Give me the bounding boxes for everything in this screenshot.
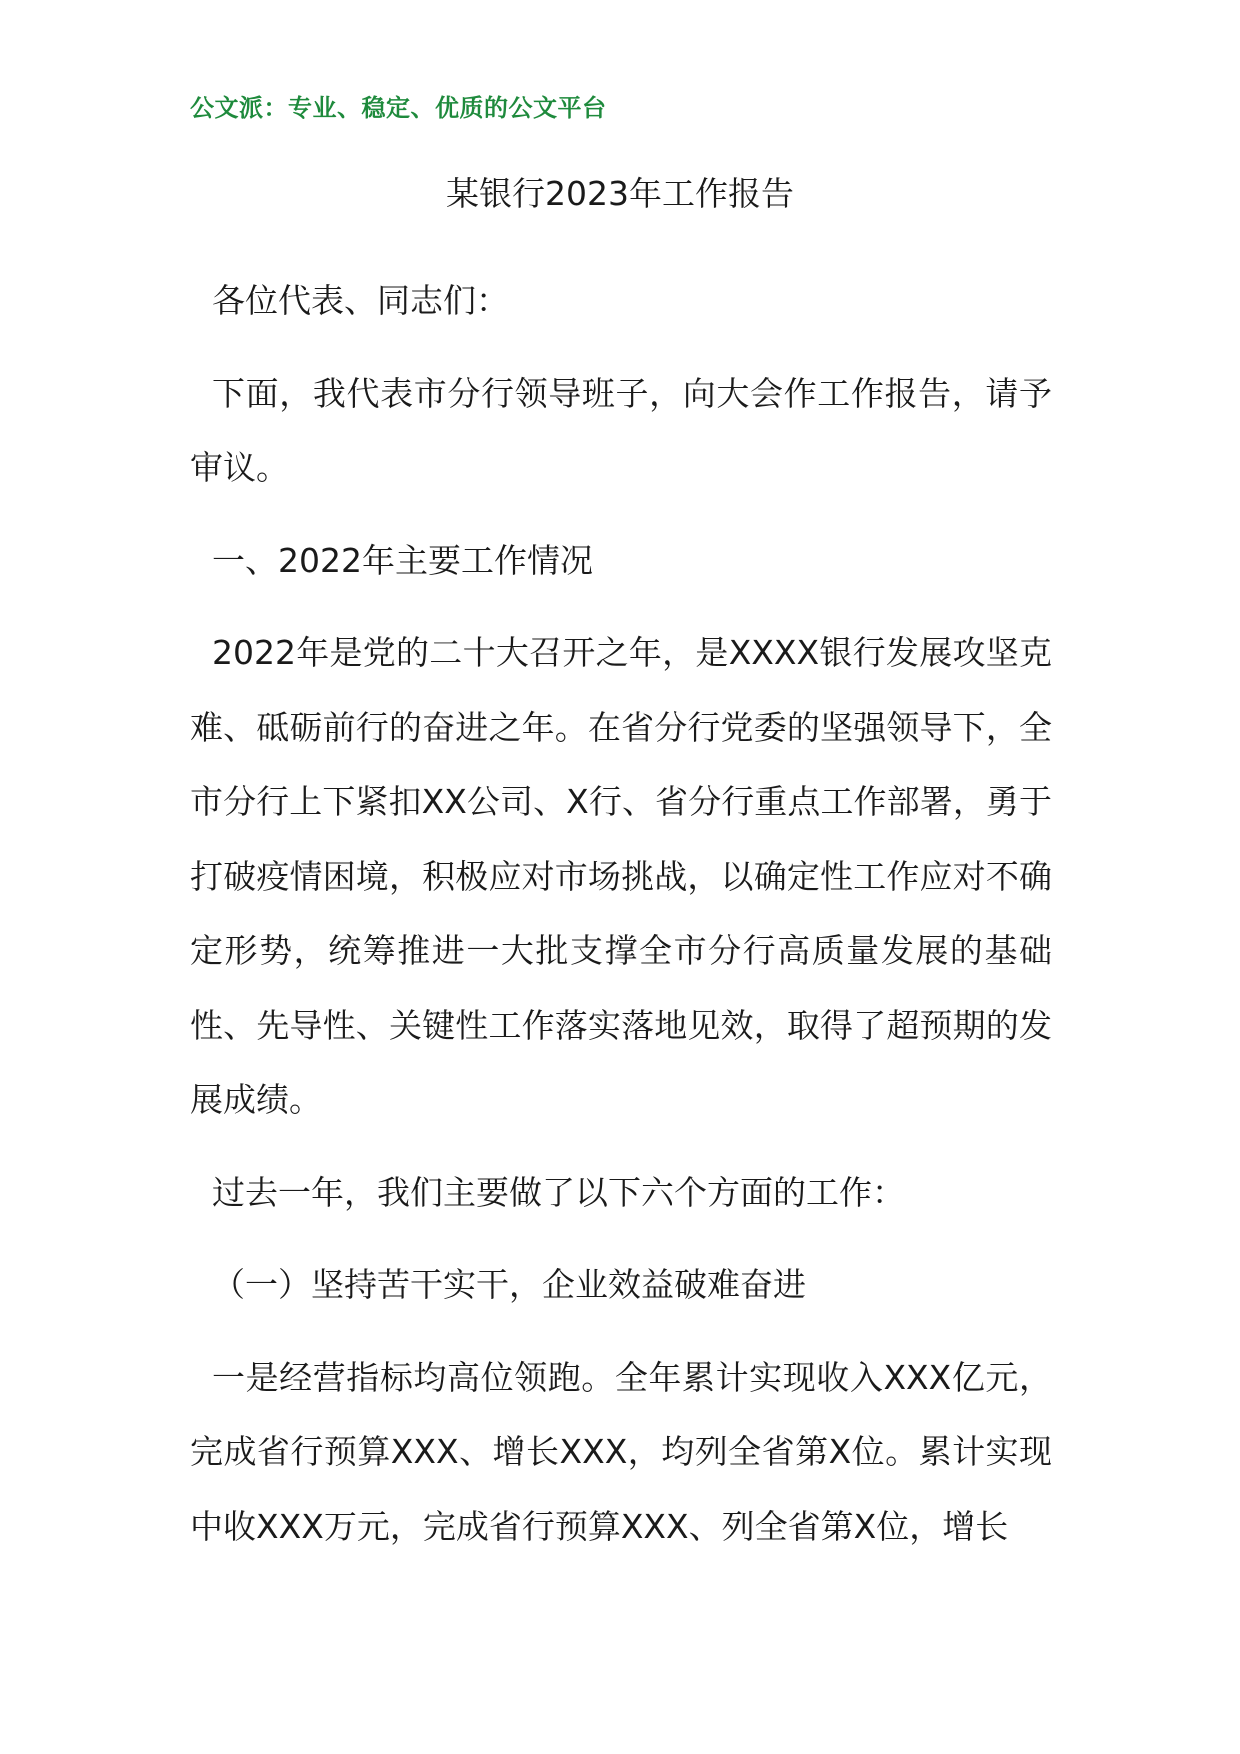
paragraph-overview: 2022年是党的二十大召开之年，是XXXX银行发展攻坚克难、砥砺前行的奋进之年。在省分行党委的坚强领导下，全市分行上下紧扣XX公司、X行、省分行重点工作部署，勇于打破疫情困境，积极应对市场挑战，以确定性工作应对不确定形势，统筹推进一大批支撑全市分行高质量发展的基础性、先导性、关键性工作落实落地见效，取得了超预期的发展成绩。 (190, 633, 1052, 1119)
paragraph-indicators: 一是经营指标均高位领跑。全年累计实现收入XXX亿元，完成省行预算XXX、增长XXX，均列全省第X位。累计实现中收XXX万元，完成省行预算XXX、列全省第X位，增长 (190, 1357, 1052, 1546)
site-slogan: 公文派：专业、稳定、优质的公文平台 (190, 94, 607, 122)
document-title: 某银行2023年工作报告 (446, 174, 794, 213)
paragraph-intro: 下面，我代表市分行领导班子，向大会作工作报告，请予审议。 (190, 373, 1052, 487)
subsection-heading-1: （一）坚持苦干实干，企业效益破难奋进 (212, 1265, 806, 1304)
paragraph-six-aspects: 过去一年，我们主要做了以下六个方面的工作： (212, 1172, 905, 1212)
paragraph-salutation: 各位代表、同志们： (212, 281, 509, 320)
section-heading-1: 一、2022年主要工作情况 (212, 540, 593, 580)
document-body (190, 264, 1052, 1564)
